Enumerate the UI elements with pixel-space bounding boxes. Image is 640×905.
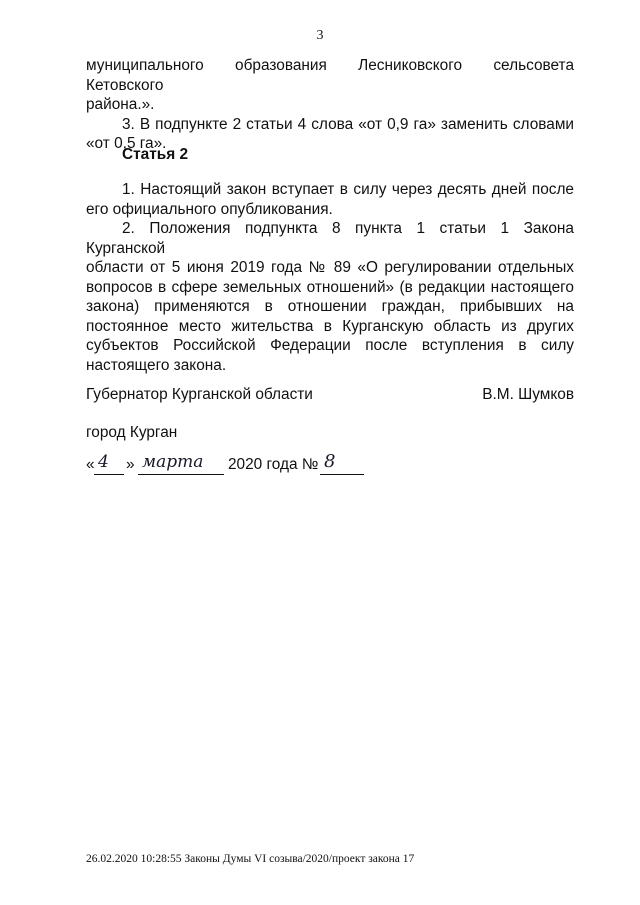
text-line: муниципального образования Лесниковского сельсовета Кетовского bbox=[86, 57, 574, 94]
handwritten-month: марта bbox=[142, 452, 204, 472]
text-line: района.». bbox=[86, 96, 155, 113]
text-line: «от 0,5 га». bbox=[86, 135, 167, 152]
text-line: настоящего закона. bbox=[86, 356, 227, 374]
year-text: 2020 года № bbox=[228, 456, 319, 473]
text-line: его официального опубликования. bbox=[86, 200, 333, 218]
page-number: 3 bbox=[316, 28, 324, 43]
city-line: город Курган bbox=[86, 424, 178, 441]
text-line: вопросов в сфере земельных отношений» (в редакции настоящего bbox=[86, 278, 574, 296]
article-heading: Статья 2 bbox=[122, 146, 189, 163]
text-line: субъектов Российской Федерации после вступления в силу bbox=[86, 337, 574, 354]
text-line: 3. В подпункте 2 статьи 4 слова «от 0,9 га» заменить словами bbox=[122, 115, 574, 133]
signatory-name: В.М. Шумков bbox=[482, 386, 574, 403]
text-line: 2. Положения подпункта 8 пункта 1 статьи 1 Закона Курганской bbox=[86, 220, 574, 257]
text-line: 1. Настоящий закон вступает в силу через десять дней после bbox=[122, 181, 574, 198]
signatory-title: Губернатор Курганской области bbox=[86, 386, 313, 403]
date-line bbox=[86, 451, 386, 480]
text-line: постоянное место жительства в Курганскую область из других bbox=[86, 317, 574, 335]
text-line: области от 5 июня 2019 года № 89 «О регулировании отдельных bbox=[86, 259, 574, 276]
month-underline bbox=[138, 474, 224, 475]
handwritten-day: 4 bbox=[98, 452, 109, 472]
number-underline bbox=[320, 474, 364, 475]
text-line: закона) применяются в отношении граждан, прибывших на bbox=[86, 298, 574, 315]
handwritten-number: 8 bbox=[324, 451, 336, 472]
close-quote: » bbox=[126, 456, 135, 473]
open-quote: « bbox=[86, 456, 95, 473]
amendment-text bbox=[86, 56, 574, 154]
footer-stamp: 26.02.2020 10:28:55 Законы Думы VI созыва/2020/проект закона 17 bbox=[86, 853, 415, 865]
article-2-text bbox=[86, 180, 574, 375]
day-underline bbox=[94, 474, 124, 475]
